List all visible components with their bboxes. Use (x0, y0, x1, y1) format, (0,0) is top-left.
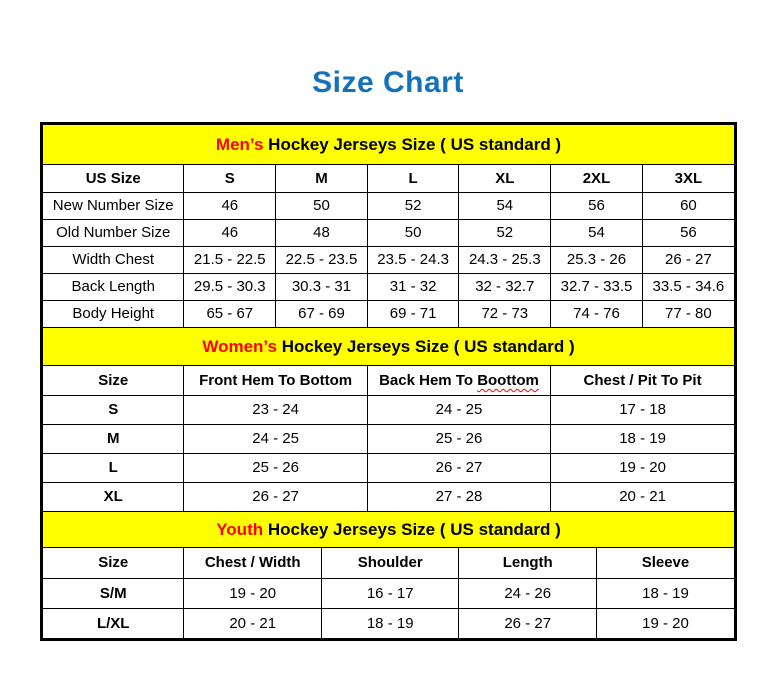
column-header-cell: 2XL (551, 165, 643, 192)
table-row (43, 482, 734, 511)
row-label-cell: M (43, 424, 184, 453)
page-title: Size Chart (312, 66, 464, 99)
table-row (43, 219, 734, 246)
size-value-cell: 21.5 - 22.5 (184, 246, 276, 273)
column-header-cell: US Size (43, 165, 184, 192)
mens-size-table (43, 165, 734, 327)
size-value-cell: 29.5 - 30.3 (184, 273, 276, 300)
column-header-cell: XL (459, 165, 551, 192)
size-value-cell: 20 - 21 (551, 482, 734, 511)
spellcheck-underline-word: Boottom (477, 371, 539, 389)
youth-size-table (43, 548, 734, 638)
size-value-cell: 67 - 69 (276, 300, 368, 327)
size-value-cell: 65 - 67 (184, 300, 276, 327)
column-header-cell: Size (43, 366, 184, 395)
size-value-cell: 56 (642, 219, 734, 246)
size-value-cell: 72 - 73 (459, 300, 551, 327)
size-value-cell: 32 - 32.7 (459, 273, 551, 300)
youth-section-highlight: Youth (216, 519, 264, 539)
row-label-cell: L/XL (43, 608, 184, 638)
row-label-cell: Body Height (43, 300, 184, 327)
size-value-cell: 22.5 - 23.5 (276, 246, 368, 273)
column-header-cell: Front Hem To Bottom (184, 366, 367, 395)
size-value-cell: 19 - 20 (184, 578, 322, 608)
size-value-cell: 19 - 20 (551, 453, 734, 482)
column-header-cell: Length (459, 548, 597, 578)
size-value-cell: 74 - 76 (551, 300, 643, 327)
size-value-cell: 32.7 - 33.5 (551, 273, 643, 300)
size-value-cell: 46 (184, 219, 276, 246)
row-label-cell: XL (43, 482, 184, 511)
size-value-cell: 26 - 27 (367, 453, 550, 482)
size-value-cell: 26 - 27 (459, 608, 597, 638)
size-value-cell: 31 - 32 (367, 273, 459, 300)
womens-section-header (43, 327, 734, 366)
column-header-cell: Sleeve (596, 548, 734, 578)
column-header-row (43, 366, 734, 395)
size-value-cell: 25 - 26 (184, 453, 367, 482)
row-label-cell: S/M (43, 578, 184, 608)
size-value-cell: 77 - 80 (642, 300, 734, 327)
column-header-cell: L (367, 165, 459, 192)
size-value-cell: 30.3 - 31 (276, 273, 368, 300)
table-row (43, 608, 734, 638)
row-label-cell: Back Length (43, 273, 184, 300)
table-row (43, 453, 734, 482)
womens-section-title: Hockey Jerseys Size ( US standard ) (276, 336, 575, 356)
size-value-cell: 17 - 18 (551, 395, 734, 424)
size-value-cell: 24 - 26 (459, 578, 597, 608)
size-value-cell: 18 - 19 (551, 424, 734, 453)
size-value-cell: 50 (367, 219, 459, 246)
mens-section-title: Hockey Jerseys Size ( US standard ) (263, 134, 562, 154)
youth-section-header (43, 511, 734, 548)
table-row (43, 395, 734, 424)
size-value-cell: 20 - 21 (184, 608, 322, 638)
size-value-cell: 18 - 19 (321, 608, 459, 638)
size-value-cell: 54 (459, 192, 551, 219)
table-row (43, 273, 734, 300)
size-chart (40, 122, 737, 641)
size-value-cell: 23.5 - 24.3 (367, 246, 459, 273)
size-value-cell: 69 - 71 (367, 300, 459, 327)
womens-size-table (43, 366, 734, 511)
row-label-cell: S (43, 395, 184, 424)
column-header-row (43, 165, 734, 192)
mens-section-header (43, 125, 734, 165)
size-value-cell: 56 (551, 192, 643, 219)
size-value-cell: 24 - 25 (367, 395, 550, 424)
size-value-cell: 24 - 25 (184, 424, 367, 453)
column-header-cell: S (184, 165, 276, 192)
size-value-cell: 24.3 - 25.3 (459, 246, 551, 273)
column-header-cell: Shoulder (321, 548, 459, 578)
column-header-cell: M (276, 165, 368, 192)
size-value-cell: 23 - 24 (184, 395, 367, 424)
table-row (43, 300, 734, 327)
size-value-cell: 26 - 27 (642, 246, 734, 273)
size-value-cell: 25.3 - 26 (551, 246, 643, 273)
table-row (43, 246, 734, 273)
row-label-cell: Old Number Size (43, 219, 184, 246)
size-value-cell: 33.5 - 34.6 (642, 273, 734, 300)
womens-section-highlight: Women’s (202, 336, 277, 356)
size-value-cell: 60 (642, 192, 734, 219)
size-value-cell: 50 (276, 192, 368, 219)
column-header-cell: 3XL (642, 165, 734, 192)
size-value-cell: 26 - 27 (184, 482, 367, 511)
column-header-cell: Back Hem To Boottom (367, 366, 550, 395)
youth-section-title: Hockey Jerseys Size ( US standard ) (263, 519, 561, 539)
column-header-row (43, 548, 734, 578)
size-value-cell: 16 - 17 (321, 578, 459, 608)
size-value-cell: 25 - 26 (367, 424, 550, 453)
column-header-cell: Chest / Pit To Pit (551, 366, 734, 395)
row-label-cell: New Number Size (43, 192, 184, 219)
size-value-cell: 19 - 20 (596, 608, 734, 638)
size-value-cell: 52 (459, 219, 551, 246)
size-value-cell: 48 (276, 219, 368, 246)
row-label-cell: Width Chest (43, 246, 184, 273)
size-value-cell: 54 (551, 219, 643, 246)
column-header-cell: Chest / Width (184, 548, 322, 578)
table-row (43, 578, 734, 608)
mens-section-highlight: Men’s (215, 134, 264, 154)
size-value-cell: 18 - 19 (596, 578, 734, 608)
table-row (43, 424, 734, 453)
column-header-cell: Size (43, 548, 184, 578)
size-value-cell: 52 (367, 192, 459, 219)
row-label-cell: L (43, 453, 184, 482)
size-value-cell: 27 - 28 (367, 482, 550, 511)
table-row (43, 192, 734, 219)
size-value-cell: 46 (184, 192, 276, 219)
